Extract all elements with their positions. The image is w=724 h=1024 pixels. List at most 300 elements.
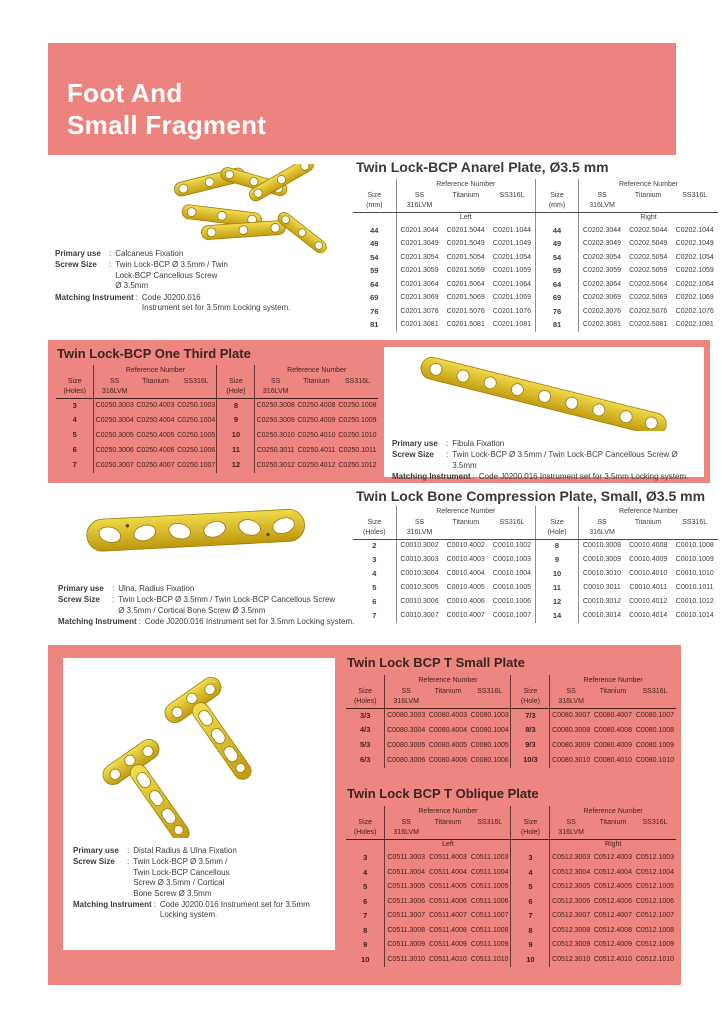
size-header: Size <box>511 686 550 697</box>
size-cell: 59 <box>353 265 396 279</box>
section-title-t-small: Twin Lock BCP T Small Plate <box>347 655 525 670</box>
table-cell <box>634 697 676 708</box>
size-cell: 10 <box>511 953 550 968</box>
size-cell: 49 <box>535 238 578 252</box>
ref-code: C0250.3012 <box>256 461 295 469</box>
size-header: Size <box>346 817 385 828</box>
info-separator: : <box>138 617 141 627</box>
ref-code: C0512.3010 <box>552 955 591 963</box>
ref-code: C0080.3004 <box>387 726 426 734</box>
table-cell: 316LVM <box>385 828 427 839</box>
compression-ref-table <box>353 506 718 623</box>
section-title-anarel: Twin Lock-BCP Anarel Plate, Ø3.5 mm <box>356 159 609 175</box>
table-cell: (Hole) <box>217 387 255 398</box>
size-header: Size <box>353 190 396 201</box>
ref-code: C0511.4009 <box>429 941 467 949</box>
size-cell: 6 <box>511 895 550 910</box>
ref-code: C0010.4002 <box>446 542 485 550</box>
ref-code: C0202.3049 <box>582 240 622 248</box>
table-cell: SS <box>271 377 281 385</box>
size-cell: 8 <box>511 924 550 939</box>
size-cell: 7 <box>346 909 385 924</box>
size-cell: 69 <box>353 292 396 306</box>
ref-code: C0202.3044 <box>582 226 622 234</box>
info-row <box>58 595 358 616</box>
ref-code: C0512.1008 <box>635 926 675 934</box>
ref-code: C0250.1003 <box>177 401 216 409</box>
ref-code: C0080.3010 <box>552 756 591 764</box>
info-value: Code J0200.016 Instrument set for 3.5mm Locking system. <box>478 472 689 482</box>
ref-code: C0080.4010 <box>593 756 632 764</box>
ref-code: C0512.1009 <box>635 941 675 949</box>
ref-code: C0511.3007 <box>387 912 425 920</box>
info-row <box>73 846 327 856</box>
table-cell <box>427 697 469 708</box>
ref-code: C0512.4009 <box>593 941 632 949</box>
ref-code: C0080.1006 <box>470 756 509 764</box>
table-cell: 316LVM <box>550 697 592 708</box>
table-cell: Titanium <box>434 818 462 826</box>
info-value: Twin Lock-BCP Ø 3.5mm / Twin Lock-BCP Cancellous Screw Ø 3.5mm <box>452 450 678 470</box>
info-value: Twin Lock-BCP Ø 3.5mm / Twin Lock-BCP Cancellous Screw Ø 3.5mm / Cortical Bone Screw Ø 3.5mm <box>133 857 230 898</box>
table-cell <box>353 212 396 224</box>
table-cell: 316LVM <box>396 201 442 212</box>
table-cell: 316LVM <box>255 387 296 398</box>
info-label: Matching Instrument <box>58 617 137 627</box>
ref-code: C0512.4004 <box>593 868 632 876</box>
table-cell: Titanium <box>599 818 627 826</box>
ref-code: C0511.3009 <box>387 941 425 949</box>
ref-code: C0250.3010 <box>256 431 295 439</box>
size-header: Size <box>217 376 255 387</box>
side-label: Right <box>605 841 622 849</box>
ref-code: C0250.1011 <box>338 446 377 454</box>
ref-code: C0201.5044 <box>446 226 485 234</box>
ref-code: C0250.4010 <box>297 431 336 439</box>
table-cell: (Hole) <box>511 697 550 708</box>
info-separator: : <box>446 450 449 460</box>
ref-code: C0010.1011 <box>675 584 714 592</box>
info-separator: : <box>135 292 138 302</box>
table-cell: 316LVM <box>579 528 625 539</box>
ref-code: C0201.1059 <box>492 267 532 275</box>
one-third-plate-photo <box>396 349 688 431</box>
calcaneus-plates-photo <box>95 164 345 254</box>
ref-code: C0512.4005 <box>593 883 632 891</box>
ref-code: C0010.4003 <box>446 556 485 564</box>
ref-code: C0202.1059 <box>675 267 714 275</box>
ref-code: C0250.1006 <box>177 446 216 454</box>
ref-code: C0202.3081 <box>582 321 622 329</box>
ref-number-header: Reference Number <box>436 507 496 515</box>
table-cell: 316LVM <box>550 828 592 839</box>
ref-code: C0202.5044 <box>629 226 668 234</box>
ref-code: C0080.3007 <box>552 711 591 719</box>
one-third-ref-table <box>56 365 378 473</box>
ref-code: C0201.5076 <box>446 307 485 315</box>
ref-code: C0010.4004 <box>446 570 485 578</box>
ref-code: C0511.1006 <box>470 897 509 905</box>
table-cell: SS <box>597 191 607 199</box>
ref-code: C0080.1005 <box>470 741 509 749</box>
size-cell: 10 <box>346 953 385 968</box>
ref-number-header: Reference Number <box>618 507 679 515</box>
table-cell: SS <box>110 377 120 385</box>
info-row <box>55 260 350 291</box>
table-cell <box>511 675 550 686</box>
table-cell: (Holes) <box>346 828 385 839</box>
ref-code: C0511.1008 <box>470 926 509 934</box>
info-value: Ulna, Radius Fixation <box>118 584 195 593</box>
ref-code: C0010.4009 <box>629 556 668 564</box>
ref-code: C0080.1003 <box>470 711 509 719</box>
ref-code: C0202.5069 <box>629 294 668 302</box>
ref-number-header: Reference Number <box>618 180 679 188</box>
ref-code: C0080.4003 <box>428 711 468 719</box>
table-cell: 316LVM <box>94 387 135 398</box>
ref-code: C0250.3011 <box>256 446 295 454</box>
size-cell: 6 <box>353 595 396 609</box>
size-cell: 5 <box>353 581 396 595</box>
ref-code: C0250.1008 <box>338 401 377 409</box>
size-cell: 3 <box>56 398 94 413</box>
ref-code: C0250.3008 <box>256 401 295 409</box>
ref-code: C0512.1007 <box>635 912 675 920</box>
info-label: Matching Instrument <box>73 899 152 909</box>
table-cell <box>469 828 511 839</box>
ref-code: C0250.1005 <box>177 431 216 439</box>
ref-code: C0201.5069 <box>446 294 485 302</box>
ref-code: C0511.1007 <box>470 912 509 920</box>
ref-code: C0201.1044 <box>492 226 532 234</box>
ref-code: C0250.4005 <box>136 431 175 439</box>
section-title-compression: Twin Lock Bone Compression Plate, Small, Ø3.5 mm <box>356 488 706 504</box>
ref-number-header: Reference Number <box>418 676 478 684</box>
ref-number-header: Reference Number <box>287 366 347 374</box>
size-cell: 5 <box>56 428 94 443</box>
ref-number-header: Reference Number <box>125 366 186 374</box>
ref-number-header: Reference Number <box>583 807 643 815</box>
ref-code: C0201.1081 <box>492 321 532 329</box>
table-cell: SS316L <box>642 818 668 826</box>
ref-code: C0010.3002 <box>400 542 439 550</box>
section-title-t-oblique: Twin Lock BCP T Oblique Plate <box>347 786 539 801</box>
size-cell: 12 <box>217 458 255 473</box>
ref-code: C0202.1054 <box>675 253 714 261</box>
info-separator: : <box>109 260 112 270</box>
anarel-ref-table-grid <box>353 179 718 332</box>
size-cell: 7/3 <box>511 708 550 723</box>
ref-code: C0511.3006 <box>387 897 425 905</box>
ref-code: C0010.1004 <box>492 570 532 578</box>
size-cell: 8 <box>346 924 385 939</box>
ref-code: C0201.3064 <box>400 280 439 288</box>
size-cell: 4 <box>346 866 385 881</box>
ref-code: C0512.3005 <box>552 883 591 891</box>
ref-code: C0010.1005 <box>492 584 532 592</box>
table-cell: SS316L <box>183 377 209 385</box>
ref-code: C0202.1081 <box>675 321 714 329</box>
size-cell: 6 <box>56 443 94 458</box>
table-cell: SS316L <box>477 687 503 695</box>
size-cell: 7 <box>511 909 550 924</box>
info-value: Twin Lock-BCP Ø 3.5mm / Twin Lock-BCP Cancellous Screw Ø 3.5mm / Cortical Bone Screw Ø 3.5mm <box>118 595 336 615</box>
table-cell <box>443 528 489 539</box>
section-one-third <box>48 340 710 483</box>
ref-code: C0201.3044 <box>400 226 439 234</box>
table-cell: SS316L <box>477 818 503 826</box>
info-row <box>392 450 698 471</box>
table-cell <box>489 201 536 212</box>
info-separator: : <box>112 595 115 605</box>
t-small-ref-table-grid <box>346 675 676 768</box>
table-cell: SS <box>566 818 576 826</box>
size-cell: 10 <box>217 428 255 443</box>
ref-code: C0512.3004 <box>552 868 591 876</box>
ref-code: C0080.1007 <box>635 711 675 719</box>
table-cell <box>625 528 671 539</box>
ref-code: C0512.3009 <box>552 941 591 949</box>
ref-code: C0511.1009 <box>470 941 509 949</box>
size-header: Size <box>511 817 550 828</box>
info-label: Primary use <box>55 249 101 258</box>
size-header: Size <box>346 686 385 697</box>
ref-code: C0250.1010 <box>338 431 377 439</box>
table-cell: (Holes) <box>346 697 385 708</box>
ref-code: C0250.3004 <box>95 416 134 424</box>
ref-code: C0202.1049 <box>675 240 714 248</box>
size-cell: 6 <box>346 895 385 910</box>
ref-code: C0010.1009 <box>675 556 714 564</box>
ref-code: C0201.3059 <box>400 267 439 275</box>
ref-code: C0250.1009 <box>338 416 377 424</box>
size-cell: 81 <box>535 319 578 333</box>
table-cell <box>592 828 634 839</box>
ref-code: C0010.4005 <box>446 584 485 592</box>
side-label: Left <box>459 214 472 222</box>
ref-code: C0512.4008 <box>593 926 632 934</box>
size-cell: 9 <box>511 938 550 953</box>
anarel-product-info <box>55 249 350 314</box>
ref-code: C0201.3081 <box>400 321 439 329</box>
table-cell: (Holes) <box>56 387 94 398</box>
table-cell <box>511 806 550 817</box>
info-row <box>55 249 350 259</box>
table-cell: 316LVM <box>579 201 625 212</box>
info-label: Primary use <box>58 584 104 593</box>
table-cell <box>535 212 578 224</box>
ref-code: C0201.1049 <box>492 240 532 248</box>
ref-code: C0250.3007 <box>95 461 134 469</box>
size-cell: 44 <box>535 224 578 238</box>
size-cell: 8/3 <box>511 723 550 738</box>
ref-code: C0201.5054 <box>446 253 485 261</box>
compression-ref-table-grid <box>353 506 718 623</box>
info-label: Screw Size <box>73 857 115 867</box>
ref-code: C0511.4003 <box>429 854 467 862</box>
ref-code: C0201.1076 <box>492 307 532 315</box>
ref-code: C0511.1010 <box>470 955 509 963</box>
table-cell <box>469 697 511 708</box>
ref-code: C0201.3049 <box>400 240 439 248</box>
ref-code: C0010.4011 <box>629 584 668 592</box>
ref-code: C0202.3054 <box>582 253 622 261</box>
t-plates-photo-card <box>63 658 335 950</box>
ref-code: C0080.3005 <box>387 741 426 749</box>
ref-code: C0511.3005 <box>387 883 425 891</box>
ref-code: C0202.1076 <box>675 307 714 315</box>
table-cell: Titanium <box>634 191 662 199</box>
table-cell: Titanium <box>452 191 480 199</box>
size-cell: 69 <box>535 292 578 306</box>
ref-code: C0250.4011 <box>297 446 336 454</box>
ref-code: C0511.1004 <box>470 868 509 876</box>
ref-code: C0010.1014 <box>675 612 714 620</box>
size-cell: 5/3 <box>346 738 385 753</box>
size-cell: 5 <box>346 880 385 895</box>
table-cell: SS <box>414 518 425 526</box>
table-cell <box>217 365 255 376</box>
table-cell <box>634 828 676 839</box>
one-third-photo-card <box>384 347 704 482</box>
ref-code: C0202.3064 <box>582 280 622 288</box>
size-cell: 3/3 <box>346 708 385 723</box>
t-plates-photo <box>81 666 311 838</box>
table-cell <box>443 201 489 212</box>
ref-code: C0202.5054 <box>629 253 668 261</box>
ref-code: C0201.1069 <box>492 294 532 302</box>
ref-code: C0080.1004 <box>470 726 509 734</box>
info-row <box>73 900 327 921</box>
size-cell: 9 <box>535 553 578 567</box>
size-cell: 5 <box>511 880 550 895</box>
size-cell: 59 <box>535 265 578 279</box>
info-row <box>392 439 698 449</box>
ref-code: C0250.4003 <box>136 401 175 409</box>
ref-code: C0202.3076 <box>582 307 622 315</box>
ref-code: C0202.1064 <box>675 280 714 288</box>
ref-code: C0511.4007 <box>429 912 467 920</box>
size-cell: 9 <box>346 938 385 953</box>
info-label: Primary use <box>392 439 438 448</box>
size-cell: 64 <box>535 278 578 292</box>
ref-code: C0512.1005 <box>635 883 675 891</box>
info-label: Matching Instrument <box>392 472 471 482</box>
info-separator: : <box>127 846 130 855</box>
info-value: Calcaneus Fixation <box>115 249 184 258</box>
ref-code: C0080.4007 <box>593 711 632 719</box>
table-cell: SS <box>401 687 411 695</box>
table-cell: (Hole) <box>535 528 578 539</box>
info-label: Matching Instrument <box>55 292 134 302</box>
table-cell <box>671 201 718 212</box>
ref-code: C0250.1004 <box>177 416 216 424</box>
ref-code: C0511.4008 <box>429 926 467 934</box>
ref-code: C0010.3004 <box>400 570 439 578</box>
ref-code: C0080.1009 <box>635 741 675 749</box>
ref-code: C0201.3054 <box>400 253 439 261</box>
table-cell: SS <box>401 818 411 826</box>
ref-code: C0010.4014 <box>629 612 668 620</box>
ref-code: C0080.3003 <box>387 711 426 719</box>
table-cell: SS316L <box>499 191 525 199</box>
size-cell: 54 <box>353 251 396 265</box>
section-t-plates <box>48 645 681 985</box>
ref-code: C0201.3069 <box>400 294 439 302</box>
table-cell: (Hole) <box>511 828 550 839</box>
size-cell: 44 <box>353 224 396 238</box>
info-value: Code J0200.016 Instrument set for 3.5mm Locking system. <box>141 292 291 312</box>
ref-code: C0201.5049 <box>446 240 485 248</box>
ref-code: C0010.4006 <box>446 598 485 606</box>
ref-code: C0202.5064 <box>629 280 668 288</box>
table-cell: SS <box>566 687 576 695</box>
ref-code: C0512.3006 <box>552 897 591 905</box>
ref-code: C0250.1007 <box>177 461 216 469</box>
ref-code: C0250.3006 <box>95 446 134 454</box>
info-row <box>58 584 358 594</box>
ref-code: C0010.3009 <box>582 556 622 564</box>
compression-plate-photo <box>78 498 316 580</box>
ref-code: C0010.3006 <box>400 598 439 606</box>
ref-number-header: Reference Number <box>583 676 643 684</box>
table-cell: SS316L <box>499 518 525 526</box>
ref-code: C0250.3009 <box>256 416 295 424</box>
ref-code: C0010.3005 <box>400 584 439 592</box>
size-header: Size <box>535 517 578 528</box>
ref-code: C0010.3012 <box>582 598 622 606</box>
size-cell: 49 <box>353 238 396 252</box>
ref-code: C0080.3009 <box>552 741 591 749</box>
size-cell: 8 <box>217 398 255 413</box>
size-cell: 4 <box>56 413 94 428</box>
ref-code: C0512.1006 <box>635 897 675 905</box>
ref-code: C0080.4006 <box>428 756 468 764</box>
info-value: Code J0200.016 Instrument set for 3.5mm Locking system. <box>159 899 310 920</box>
table-cell: (mm) <box>353 201 396 212</box>
ref-code: C0080.3008 <box>552 726 591 734</box>
ref-code: C0010.3008 <box>582 542 622 550</box>
info-label: Screw Size <box>55 260 97 270</box>
table-cell <box>535 179 578 190</box>
info-label: Screw Size <box>58 595 100 605</box>
info-label: Screw Size <box>392 450 434 460</box>
ref-code: C0201.1054 <box>492 253 532 261</box>
table-cell: 316LVM <box>396 528 442 539</box>
table-cell <box>592 697 634 708</box>
ref-code: C0010.3007 <box>400 612 439 620</box>
info-row <box>392 472 698 482</box>
ref-code: C0512.4007 <box>593 912 632 920</box>
ref-code: C0202.3059 <box>582 267 622 275</box>
ref-code: C0010.3014 <box>582 612 622 620</box>
ref-code: C0201.5064 <box>446 280 485 288</box>
ref-code: C0080.1010 <box>635 756 675 764</box>
size-cell: 4 <box>511 866 550 881</box>
ref-code: C0202.5081 <box>629 321 668 329</box>
size-cell: 12 <box>535 595 578 609</box>
info-separator: : <box>472 472 475 482</box>
section-title-one-third: Twin Lock-BCP One Third Plate <box>57 346 251 361</box>
ref-code: C0010.1012 <box>675 598 714 606</box>
ref-code: C0511.4005 <box>429 883 467 891</box>
table-cell <box>346 839 385 851</box>
table-cell: SS316L <box>682 191 708 199</box>
info-separator: : <box>446 439 449 448</box>
ref-code: C0080.4008 <box>593 726 632 734</box>
table-cell <box>535 506 578 517</box>
ref-code: C0511.1003 <box>470 854 509 862</box>
